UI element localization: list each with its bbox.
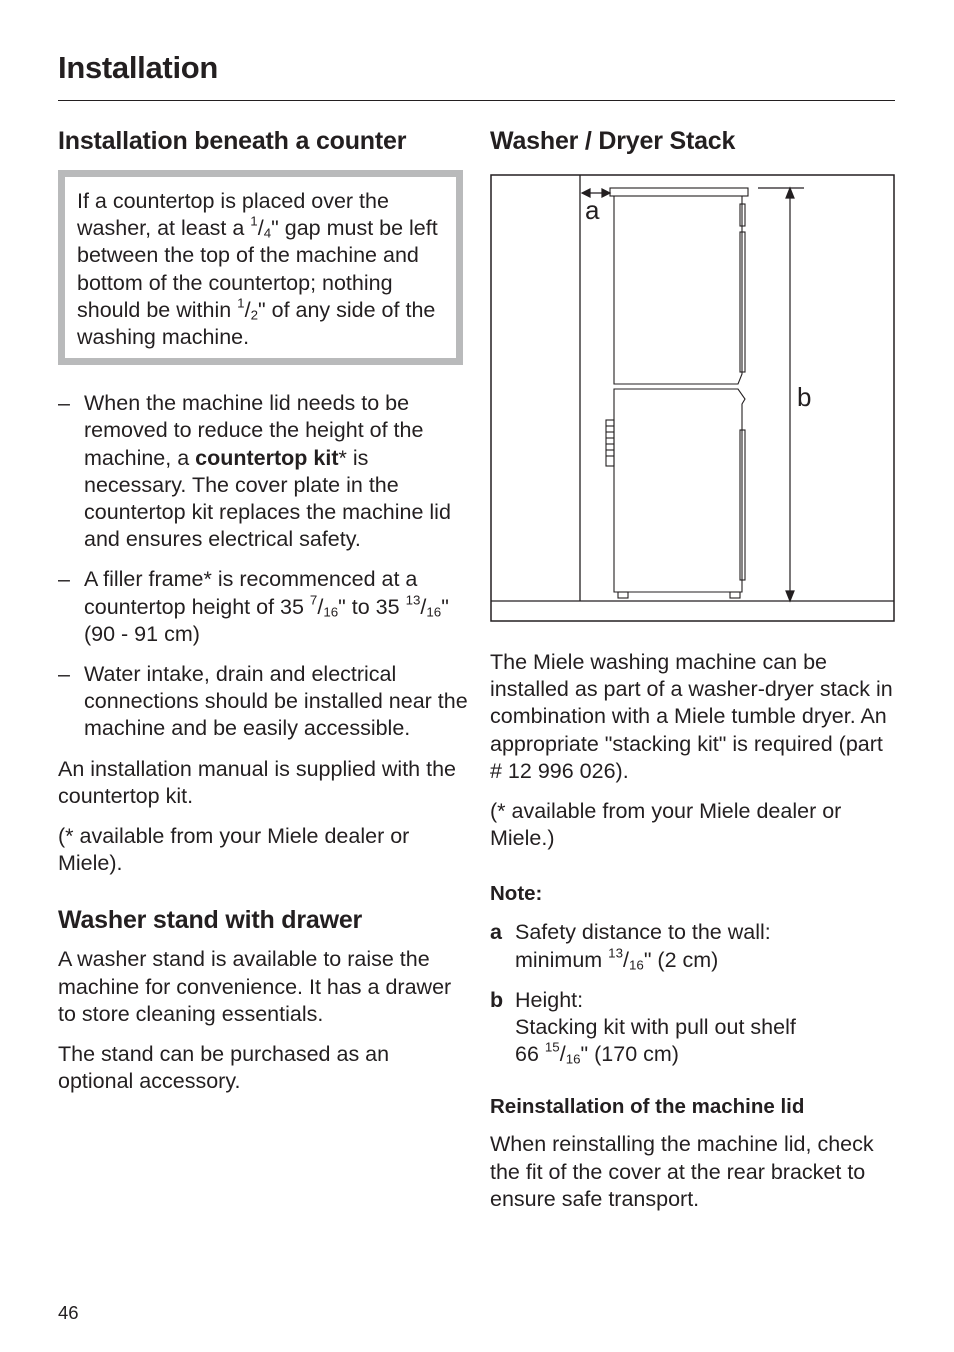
dryer-unit — [610, 188, 748, 384]
installation-manual-text: An installation manual is supplied with the countertop kit. — [58, 756, 456, 808]
countertop-gap-note-box — [58, 170, 463, 365]
list-item: – When the machine lid needs to be removed to reduce the height of the machine, a countertop kit* is necessary. The cover plate in the countertop kit replaces the machine lid and ensures electrical safety. — [58, 391, 451, 552]
washer-unit — [606, 389, 745, 598]
section-heading-counter: Installation beneath a counter — [58, 127, 407, 155]
requirements-list — [58, 390, 468, 742]
note-item-a: a Safety distance to the wall: minimum $^{13}/_{16}$" (2 cm) — [490, 920, 771, 973]
section-heading-stack: Washer / Dryer Stack — [490, 127, 736, 155]
list-item: – Water intake, drain and electrical connections should be installed near the machine and be easily accessible. — [58, 662, 468, 741]
label-a: a — [585, 195, 600, 225]
stack-availability-note: (* available from your Miele dealer or Miele.) — [490, 799, 842, 851]
stand-accessory-text: The stand can be purchased as an optional accessory. — [58, 1042, 390, 1094]
label-b: b — [797, 382, 812, 412]
title-divider — [58, 100, 895, 101]
page-title: Installation — [58, 50, 219, 85]
note-item-b: b Height: Stacking kit with pull out shelf 66 $^{15}/_{16}$" (170 cm) — [490, 987, 796, 1067]
washer-dryer-stack-diagram — [490, 174, 895, 624]
note-heading: Note: — [490, 882, 543, 906]
reinstallation-text: When reinstalling the machine lid, check the fit of the cover at the rear bracket to ensure safe transport. — [490, 1132, 874, 1211]
reinstallation-heading: Reinstallation of the machine lid — [490, 1095, 805, 1119]
washer-stand-text: A washer stand is available to raise the machine for convenience. It has a drawer to store cleaning essentials. — [58, 947, 452, 1026]
right-column — [490, 126, 900, 1213]
diagram-frame — [491, 175, 894, 621]
list-item: – A filler frame* is recommenced at a countertop height of 35 $^7/_{16}$" to 35 $^{13}/_{16}$" (90 - 91 cm) — [58, 567, 449, 646]
availability-note: (* available from your Miele dealer or Miele). — [58, 824, 410, 876]
page-number: 46 — [58, 1302, 79, 1323]
note-box-text: If a countertop is placed over the washer, at least a $^1/_4$" gap must be left between the top of the machine and bottom of the countertop; nothing should be within $^1/_2$" of any side of the washing machine. — [77, 189, 438, 350]
left-column — [58, 126, 468, 1095]
section-heading-washer-stand: Washer stand with drawer — [58, 906, 363, 935]
stack-description: The Miele washing machine can be installed as part of a washer-dryer stack in combination with a Miele tumble dryer. An appropriate "stacking kit" is required (part # 12 996 026). — [490, 650, 893, 783]
